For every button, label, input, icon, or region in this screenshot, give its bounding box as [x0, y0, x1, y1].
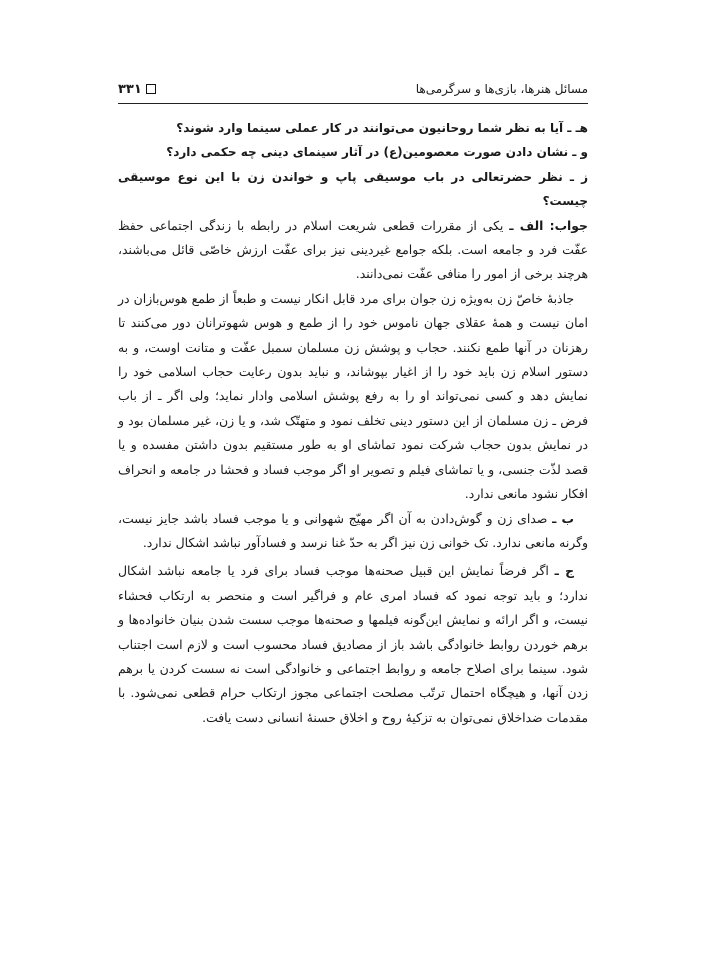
page-number: ۳۳۱: [118, 81, 142, 97]
page-number-block: [118, 82, 156, 97]
answer-paragraph-jim: [118, 559, 588, 730]
square-ornament-icon: [146, 84, 156, 94]
answer-paragraph-be: [118, 507, 588, 556]
answer-jim-label: ج ـ: [554, 563, 574, 579]
answer-be-label: ب ـ: [552, 510, 574, 526]
answer-alef-text: یکی از مقررات قطعی شریعت اسلام در رابطه با زندگی اجتماعی حفظ عفّت فرد و جامعه است. بلکه جوامع غیردینی نیز برای عفّت ارزش خاصّی قائل می‌باشند، هرچند برخی از امور را منافی عفّت نمی‌دانند.: [118, 217, 588, 282]
answer-label: جواب: الف ـ: [509, 217, 588, 233]
question-ze: ز ـ نظر حضرتعالی در باب موسیقی پاپ و خواندن زن با این نوع موسیقی چیست؟: [118, 169, 588, 209]
running-header: [118, 78, 588, 100]
page-body: [118, 116, 588, 730]
answer-paragraph-alef: [118, 214, 588, 287]
answer-jim-text: اگر فرضاً نمایش این قبیل صحنه‌ها موجب فساد برای فرد یا جامعه نباشد اشکال ندارد؛ و باید توجه نمود که فساد امری عام و فراگیر است و منحصر به ارتکاب فحشاء نیست، و اگر ارائه و نمایش این‌گونه فیلمها و صحنه‌ها موجب سست شدن بنیان خانواده‌ها و برهم خوردن روابط خانوادگی باشد باز از مصادیق فساد محسوب است و لازم است اجتناب شود. سینما برای اصلاح جامعه و روابط اجتماعی و خانوادگی است نه سست کردن یا برهم زدن آنها، و هیچگاه احتمال ترتّب مصلحت اجتماعی مجوز ارتکاب حرام قطعی نمی‌شود. با مقدمات ضداخلاق نمی‌توان به تزکیهٔ روح و اخلاق حسنهٔ انسانی دست یافت.: [118, 563, 588, 725]
question-vav: و ـ نشان دادن صورت معصومین(ع) در آثار سینمای دینی چه حکمی دارد؟: [166, 145, 588, 160]
answer-paragraph-2: جاذبهٔ خاصّ زن به‌ویژه زن جوان برای مرد قابل انکار نیست و طبعاً از طمع هوس‌بازان در امان نیست و همهٔ عقلای جهان ناموس خود را از طمع و هوس شهوترانان دور می‌کنند تا رهزنان در آنها طمع نکنند. حجاب و پوشش زن مسلمان سمبل عفّت و متانت اوست، و به دستور اسلام زن باید خود را از اغیار بپوشاند، و نباید بدون رعایت حجاب اسلامی خود را نمایش دهد و کسی نمی‌تواند او را به رفع پوشش اسلامی وادار نماید؛ ولی اگر ـ از باب فرض ـ زن مسلمان از این دستور دینی تخلف نمود و متهتّک شد، و یا زن، غیر مسلمان بود و در نمایش بدون حجاب شرکت نمود تماشای او به طور مستقیم بدون داشتن مفسده و یا قصد لذّت جنسی، و یا تماشای فیلم و تصویر او اگر موجب فساد و فحشا در جامعه و انحراف افکار نشود مانعی ندارد.: [118, 290, 588, 502]
header-rule: [118, 103, 588, 104]
answer-be-text: صدای زن و گوش‌دادن به آن اگر مهیّج شهوانی و یا موجب فساد باشد جایز نیست، وگرنه مانعی ندارد. تک خوانی زن نیز اگر به حدّ غنا نرسد و فسادآور نباشد اشکال ندارد.: [118, 510, 588, 550]
header-title: مسائل هنرها، بازی‌ها و سرگرمی‌ها: [415, 82, 588, 96]
question-he: هـ ـ آیا به نظر شما روحانیون می‌توانند در کار عملی سینما وارد شوند؟: [176, 121, 588, 135]
